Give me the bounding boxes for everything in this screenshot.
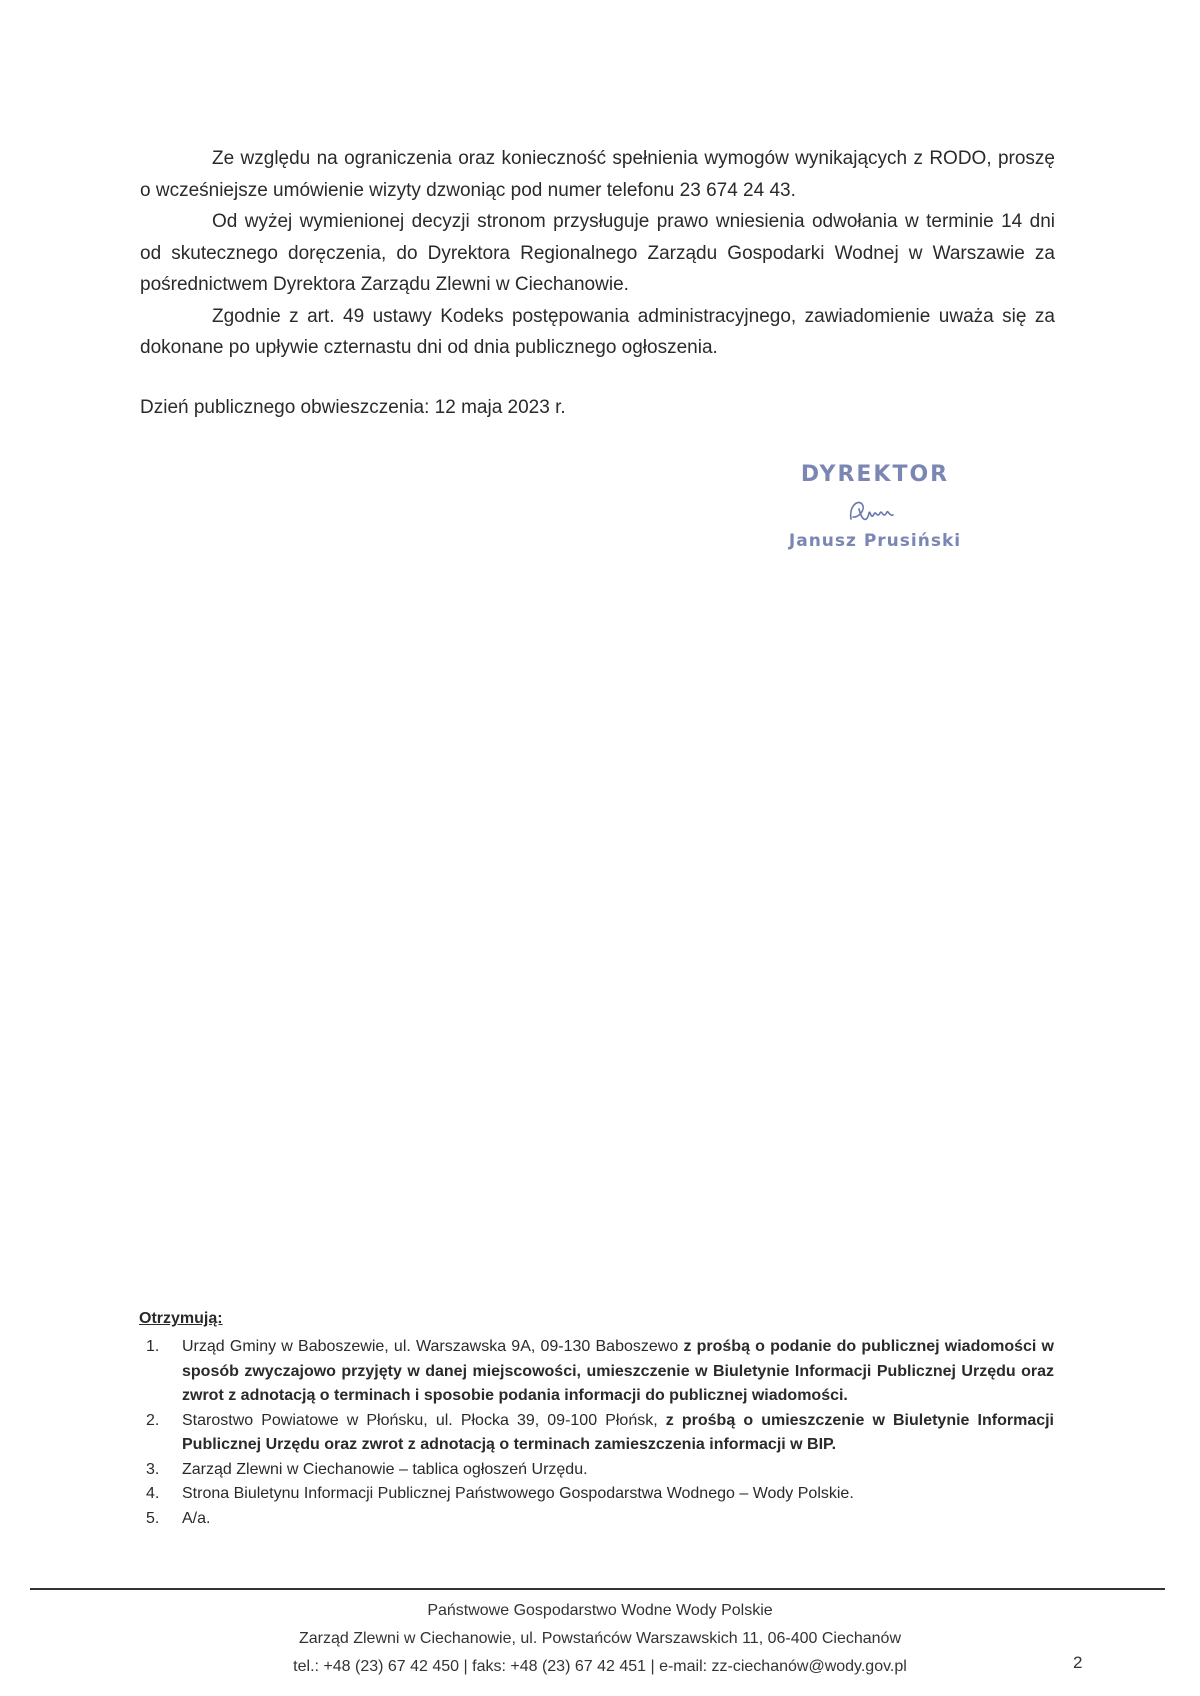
stamp-name: Janusz Prusiński <box>788 531 962 551</box>
list-item-number: 2. <box>146 1411 160 1429</box>
list-item <box>139 1507 1054 1532</box>
list-item-request: z prośbą o podanie do publicznej wiadomości w sposób zwyczajowo przyjęty w danej miejscowości, umieszczenie w Biuletynie Informacji Publicznej Urzędu oraz zwrot z adnotacją o terminach i sposobie podania informacji do publicznej wiadomości. <box>182 1338 1055 1404</box>
list-item-text: A/a. <box>182 1509 211 1527</box>
list-item <box>139 1458 1054 1483</box>
list-item <box>139 1409 1054 1458</box>
recipients-section <box>139 1310 1054 1531</box>
page-number: 2 <box>1073 1653 1083 1672</box>
paragraph-appeal-right: Od wyżej wymienionej decyzji stronom przysługuje prawo wniesienia odwołania w terminie 14 dni od skutecznego doręczenia, do Dyrektora Regionalnego Zarządu Gospodarki Wodnej w Warszawie za pośrednictwem Dyrektora Zarządu Zlewni w Ciechanowie. <box>140 211 1055 295</box>
list-item-number: 3. <box>146 1460 160 1478</box>
body-text <box>140 143 1055 423</box>
footer-organization: Państwowe Gospodarstwo Wodne Wody Polskie <box>427 1602 773 1619</box>
list-item-text: Urząd Gminy w Baboszewie, ul. Warszawska 9A, 09-130 Baboszewo <box>182 1338 679 1355</box>
list-item-request: z prośbą o umieszczenie w Biuletynie Informacji Publicznej Urzędu oraz zwrot z adnotacją o terminach zamieszczenia informacji w BIP. <box>182 1411 1055 1453</box>
list-item-text: Strona Biuletynu Informacji Publicznej Państwowego Gospodarstwa Wodnego – Wody Polskie. <box>182 1485 854 1502</box>
footer-divider <box>30 1588 1165 1590</box>
list-item-text: Starostwo Powiatowe w Płońsku, ul. Płocka 39, 09-100 Płońsk, <box>182 1411 658 1429</box>
signature-block <box>770 462 980 551</box>
announcement-date: Dzień publicznego obwieszczenia: 12 maja 2023 r. <box>140 396 566 418</box>
list-item-number: 1. <box>146 1338 160 1355</box>
list-item-number: 5. <box>146 1509 160 1527</box>
list-item-number: 4. <box>146 1485 160 1502</box>
footer-contact: tel.: +48 (23) 67 42 450 | faks: +48 (23) 67 42 451 | e-mail: zz-ciechanów@wody.gov.pl <box>293 1658 907 1675</box>
list-item-text: Zarząd Zlewni w Ciechanowie – tablica ogłoszeń Urzędu. <box>182 1460 588 1478</box>
paragraph-gdpr-appointment: Ze względu na ograniczenia oraz konieczność spełnienia wymogów wynikających z RODO, proszę o wcześniejsze umówienie wizyty dzwoniąc pod numer telefonu 23 674 24 43. <box>140 148 1055 201</box>
footer-address: Zarząd Zlewni w Ciechanowie, ul. Powstańców Warszawskich 11, 06-400 Ciechanów <box>298 1630 902 1647</box>
recipients-heading: Otrzymują: <box>139 1310 223 1327</box>
paragraph-notice-delivery: Zgodnie z art. 49 ustawy Kodeks postępowania administracyjnego, zawiadomienie uważa się za dokonane po upływie czternastu dni od dnia publicznego ogłoszenia. <box>140 305 1055 358</box>
list-item <box>139 1482 1054 1507</box>
recipients-list <box>139 1335 1054 1531</box>
handwritten-signature <box>845 495 905 529</box>
list-item <box>139 1335 1054 1409</box>
stamp-title: DYREKTOR <box>800 462 950 487</box>
footer <box>0 1597 1200 1681</box>
